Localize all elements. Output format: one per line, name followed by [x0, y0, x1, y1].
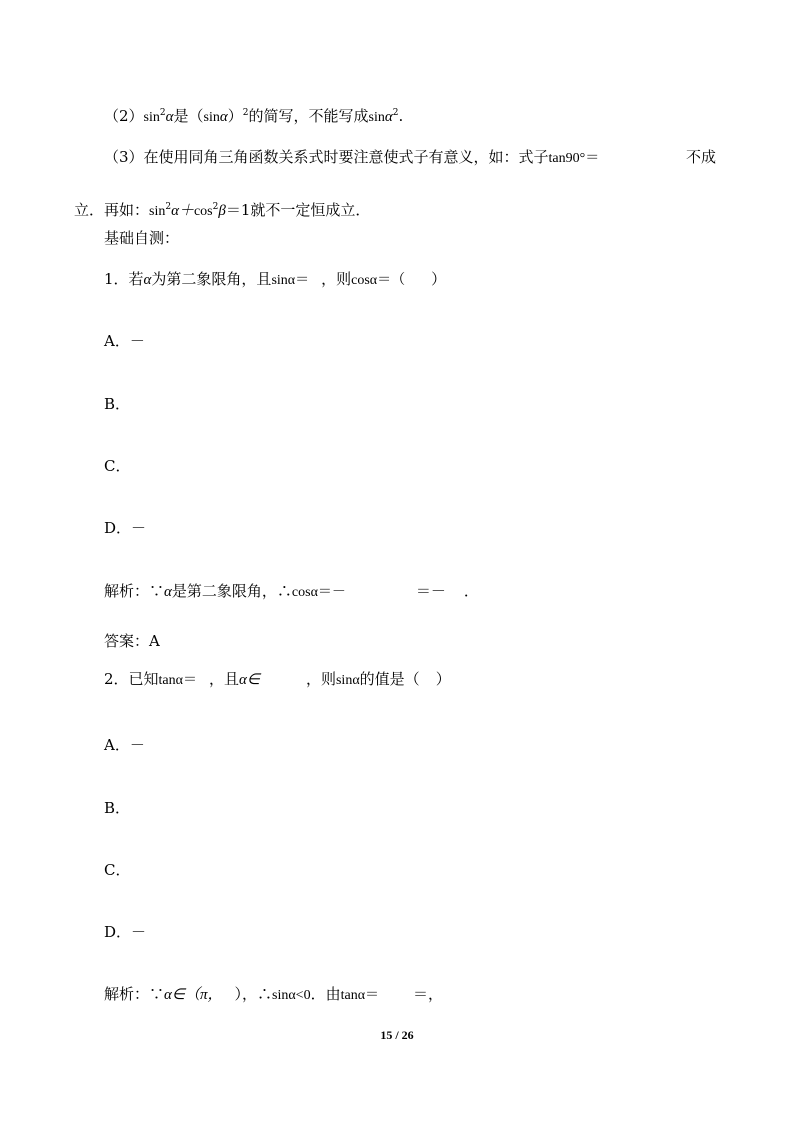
question-1-option-a: A．－: [104, 332, 145, 350]
page-number: 15 / 26: [380, 1028, 414, 1042]
question-2-option-d: D．－: [104, 923, 147, 941]
note-line-3-cont: 立．再如：$\sin^2\alpha+\cos^2\beta=1$就不一定恒成立．: [74, 201, 371, 219]
question-1-answer: 答案：A: [104, 632, 160, 650]
question-1-option-b: B．: [104, 395, 131, 413]
question-1-analysis: 解析：∵α是第二象限角，∴cosα＝－ ＝－ ．: [104, 582, 479, 600]
section-heading: 基础自测：: [104, 229, 180, 247]
question-2-option-c: C．: [104, 861, 131, 879]
note-line-3: （3）在使用同角三角函数关系式时要注意使式子有意义，如：式子tan90°＝: [104, 148, 600, 166]
question-2-option-a: A．－: [104, 736, 145, 754]
question-2-analysis: 解析：∵α∈（π， ），∴sinα<0．由tanα＝ ＝，: [104, 985, 444, 1003]
question-1-option-d: D．－: [104, 519, 147, 537]
question-1-option-c: C．: [104, 457, 131, 475]
question-2-option-b: B．: [104, 799, 131, 817]
note-line-2: $(2)\sin^2\alpha$是$(\sin\alpha)^2$的简写，不能写成sinα$^2$.: [104, 107, 404, 125]
question-1-stem: 1．若α为第二象限角，且sinα＝ ，则cosα＝（ ）: [104, 270, 447, 288]
question-2-stem: 2．已知tanα＝ ，且α∈ ，则sinα的值是（ ）: [104, 670, 451, 688]
note-line-3-tail: 不成: [686, 148, 717, 166]
